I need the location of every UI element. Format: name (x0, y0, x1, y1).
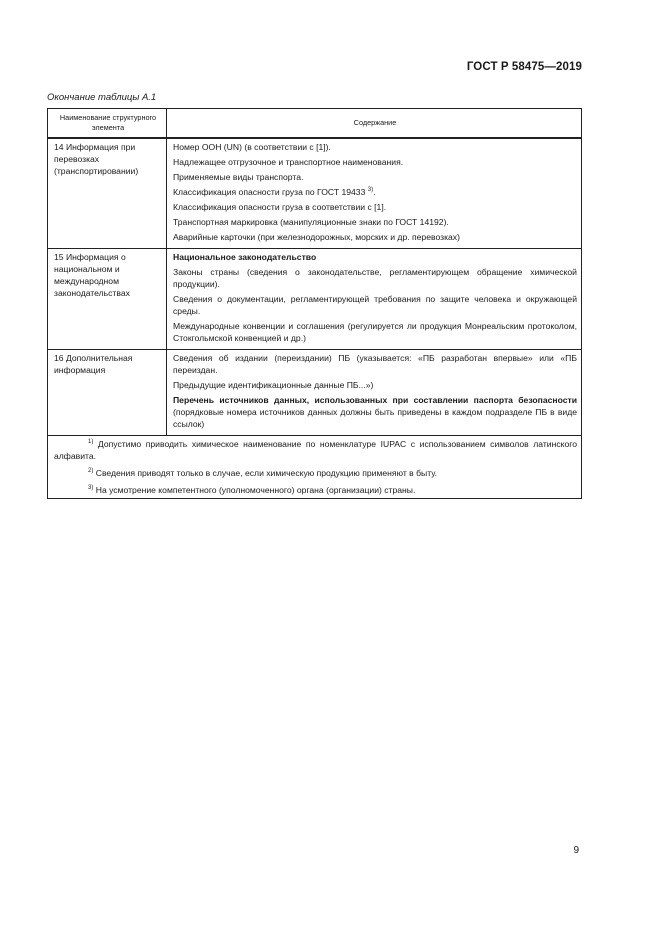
footnote-mark: 1) (88, 439, 94, 445)
row-content (167, 138, 582, 249)
footnote-mark: 3) (88, 485, 94, 491)
footnotes-cell (48, 436, 582, 499)
content-heading: Перечень источников данных, использованных при составлении паспорта безопасности (173, 395, 577, 405)
table-caption: Окончание таблицы А.1 (47, 92, 157, 103)
footnote-text: Допустимо приводить химическое наименование по номенклатуре IUPAC с использованием символов латинского алфавита. (54, 439, 577, 461)
content-line: Аварийные карточки (при железнодорожных, морских и др. перевозках) (173, 232, 460, 242)
content-line: Надлежащее отгрузочное и транспортное наименования. (173, 157, 404, 167)
content-line: Сведения об издании (переиздании) ПБ (указывается: «ПБ разработан впервые» или «ПБ переиздан. (173, 353, 577, 375)
content-line: Применяемые виды транспорта. (173, 172, 304, 182)
content-text: . (373, 187, 376, 197)
content-line (173, 394, 577, 430)
footnotes-row (48, 436, 582, 499)
content-line: Международные конвенции и соглашения (регулируется ли продукция Монреальским протоколом, Стокгольмской конвенцией и др.) (173, 321, 577, 343)
content-line: Предыдущие идентификационные данные ПБ...») (173, 380, 374, 390)
content-text: (порядковые номера источников данных должны быть приведены в каждом подразделе ПБ в виде ссылок) (173, 407, 577, 429)
table-header-row (48, 109, 582, 139)
content-text: Классификация опасности груза по ГОСТ 19433 (173, 187, 366, 197)
footnote-text: На усмотрение компетентного (уполномоченного) органа (организации) страны. (93, 485, 416, 495)
content-line: Классификация опасности груза в соответствии с [1]. (173, 202, 387, 212)
content-line: Транспортная маркировка (манипуляционные знаки по ГОСТ 14192). (173, 217, 449, 227)
page-number: 9 (573, 845, 579, 856)
data-table (47, 108, 582, 499)
footnote-text: Сведения приводят только в случае, если химическую продукцию применяют в быту. (93, 468, 438, 478)
row-label: 15 Информация о национальном и международном законодательствах (48, 249, 167, 350)
content-line: Номер ООН (UN) (в соответствии с [1]). (173, 142, 331, 152)
footnote-ref: 3) (367, 187, 374, 193)
column-header-content: Содержание (167, 109, 582, 139)
row-label: 16 Дополнительная информация (48, 350, 167, 436)
row-content (167, 350, 582, 436)
table-row (48, 138, 582, 249)
table-row (48, 249, 582, 350)
content-line (173, 186, 577, 198)
content-heading: Национальное законодательство (173, 252, 317, 262)
footnote (54, 438, 577, 462)
footnote (54, 484, 577, 496)
content-line: Законы страны (сведения о законодательстве, регламентирующем обращение химической продукции). (173, 267, 577, 289)
content-line: Сведения о документации, регламентирующей требования по защите человека и окружающей среды. (173, 294, 577, 316)
row-label: 14 Информация при перевозках (транспортировании) (48, 138, 167, 249)
row-content (167, 249, 582, 350)
footnote-mark: 2) (88, 468, 94, 474)
standard-code: ГОСТ Р 58475—2019 (466, 61, 582, 73)
footnote (54, 467, 577, 479)
table-row (48, 350, 582, 436)
column-header-element: Наименование структурного элемента (48, 109, 167, 139)
